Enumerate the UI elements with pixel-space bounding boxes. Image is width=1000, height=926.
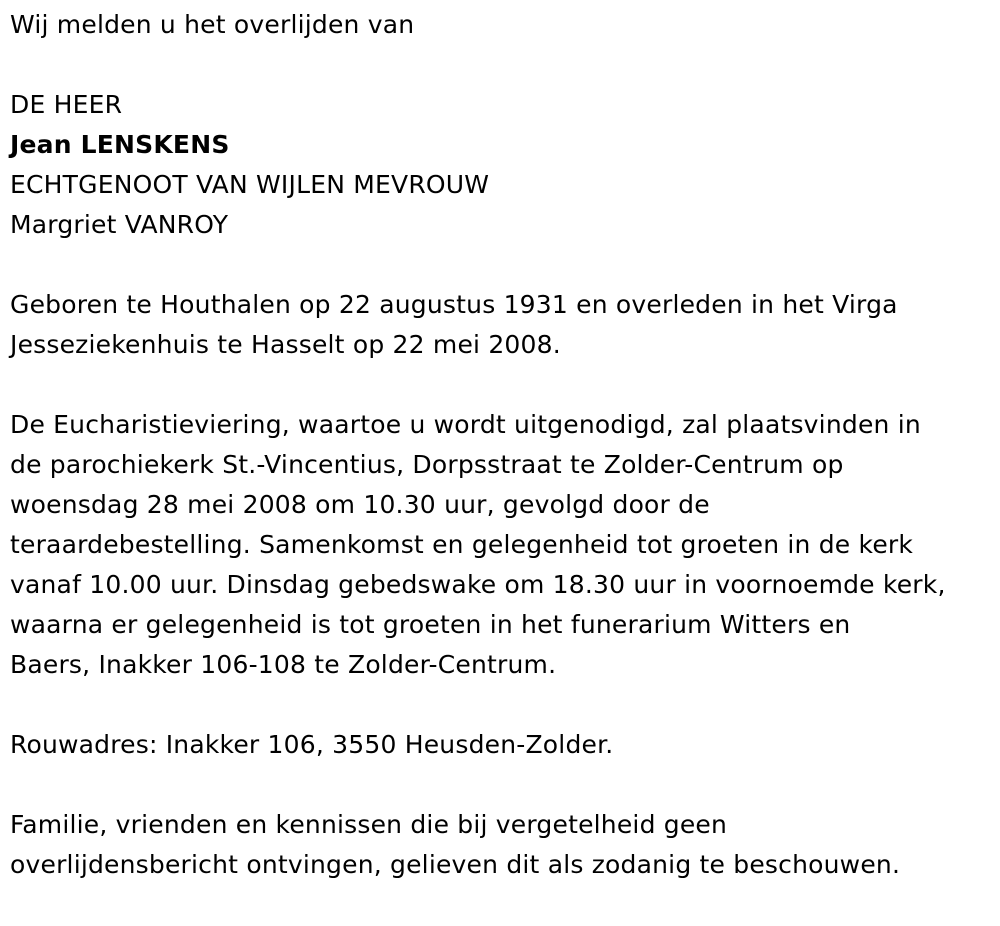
mourning-address: Rouwadres: Inakker 106, 3550 Heusden-Zolder. (10, 730, 614, 759)
paragraph-line: overlijdensbericht ontvingen, gelieven dit als zodanig te beschouwen. (10, 850, 901, 879)
closing-paragraph (10, 805, 990, 885)
paragraph-line: woensdag 28 mei 2008 om 10.30 uur, gevolgd door de (10, 490, 710, 519)
paragraph-line: Jesseziekenhuis te Hasselt op 22 mei 2008. (10, 330, 561, 359)
paragraph-line: de parochiekerk St.-Vincentius, Dorpsstraat te Zolder-Centrum op (10, 450, 844, 479)
birth-death-paragraph (10, 285, 990, 365)
paragraph-line: Familie, vrienden en kennissen die bij vergetelheid geen (10, 810, 728, 839)
deceased-name: Jean LENSKENS (10, 130, 230, 159)
paragraph-line: De Eucharistieviering, waartoe u wordt uitgenodigd, zal plaatsvinden in (10, 410, 921, 439)
spacer (10, 365, 1000, 405)
paragraph-line: vanaf 10.00 uur. Dinsdag gebedswake om 18.30 uur in voornoemde kerk, (10, 570, 946, 599)
spacer (10, 685, 1000, 725)
paragraph-line: Geboren te Houthalen op 22 augustus 1931 en overleden in het Virga (10, 290, 898, 319)
intro-text: Wij melden u het overlijden van (10, 10, 415, 39)
spacer (10, 765, 1000, 805)
spacer (10, 45, 1000, 85)
honorific-title: DE HEER (10, 90, 123, 119)
paragraph-line: waarna er gelegenheid is tot groeten in het funerarium Witters en (10, 610, 851, 639)
paragraph-line: Baers, Inakker 106-108 te Zolder-Centrum. (10, 650, 557, 679)
spouse-name: Margriet VANROY (10, 210, 229, 239)
paragraph-line: teraardebestelling. Samenkomst en gelegenheid tot groeten in de kerk (10, 530, 914, 559)
spacer (10, 245, 1000, 285)
ceremony-paragraph (10, 405, 990, 685)
relation-text: ECHTGENOOT VAN WIJLEN MEVROUW (10, 170, 490, 199)
